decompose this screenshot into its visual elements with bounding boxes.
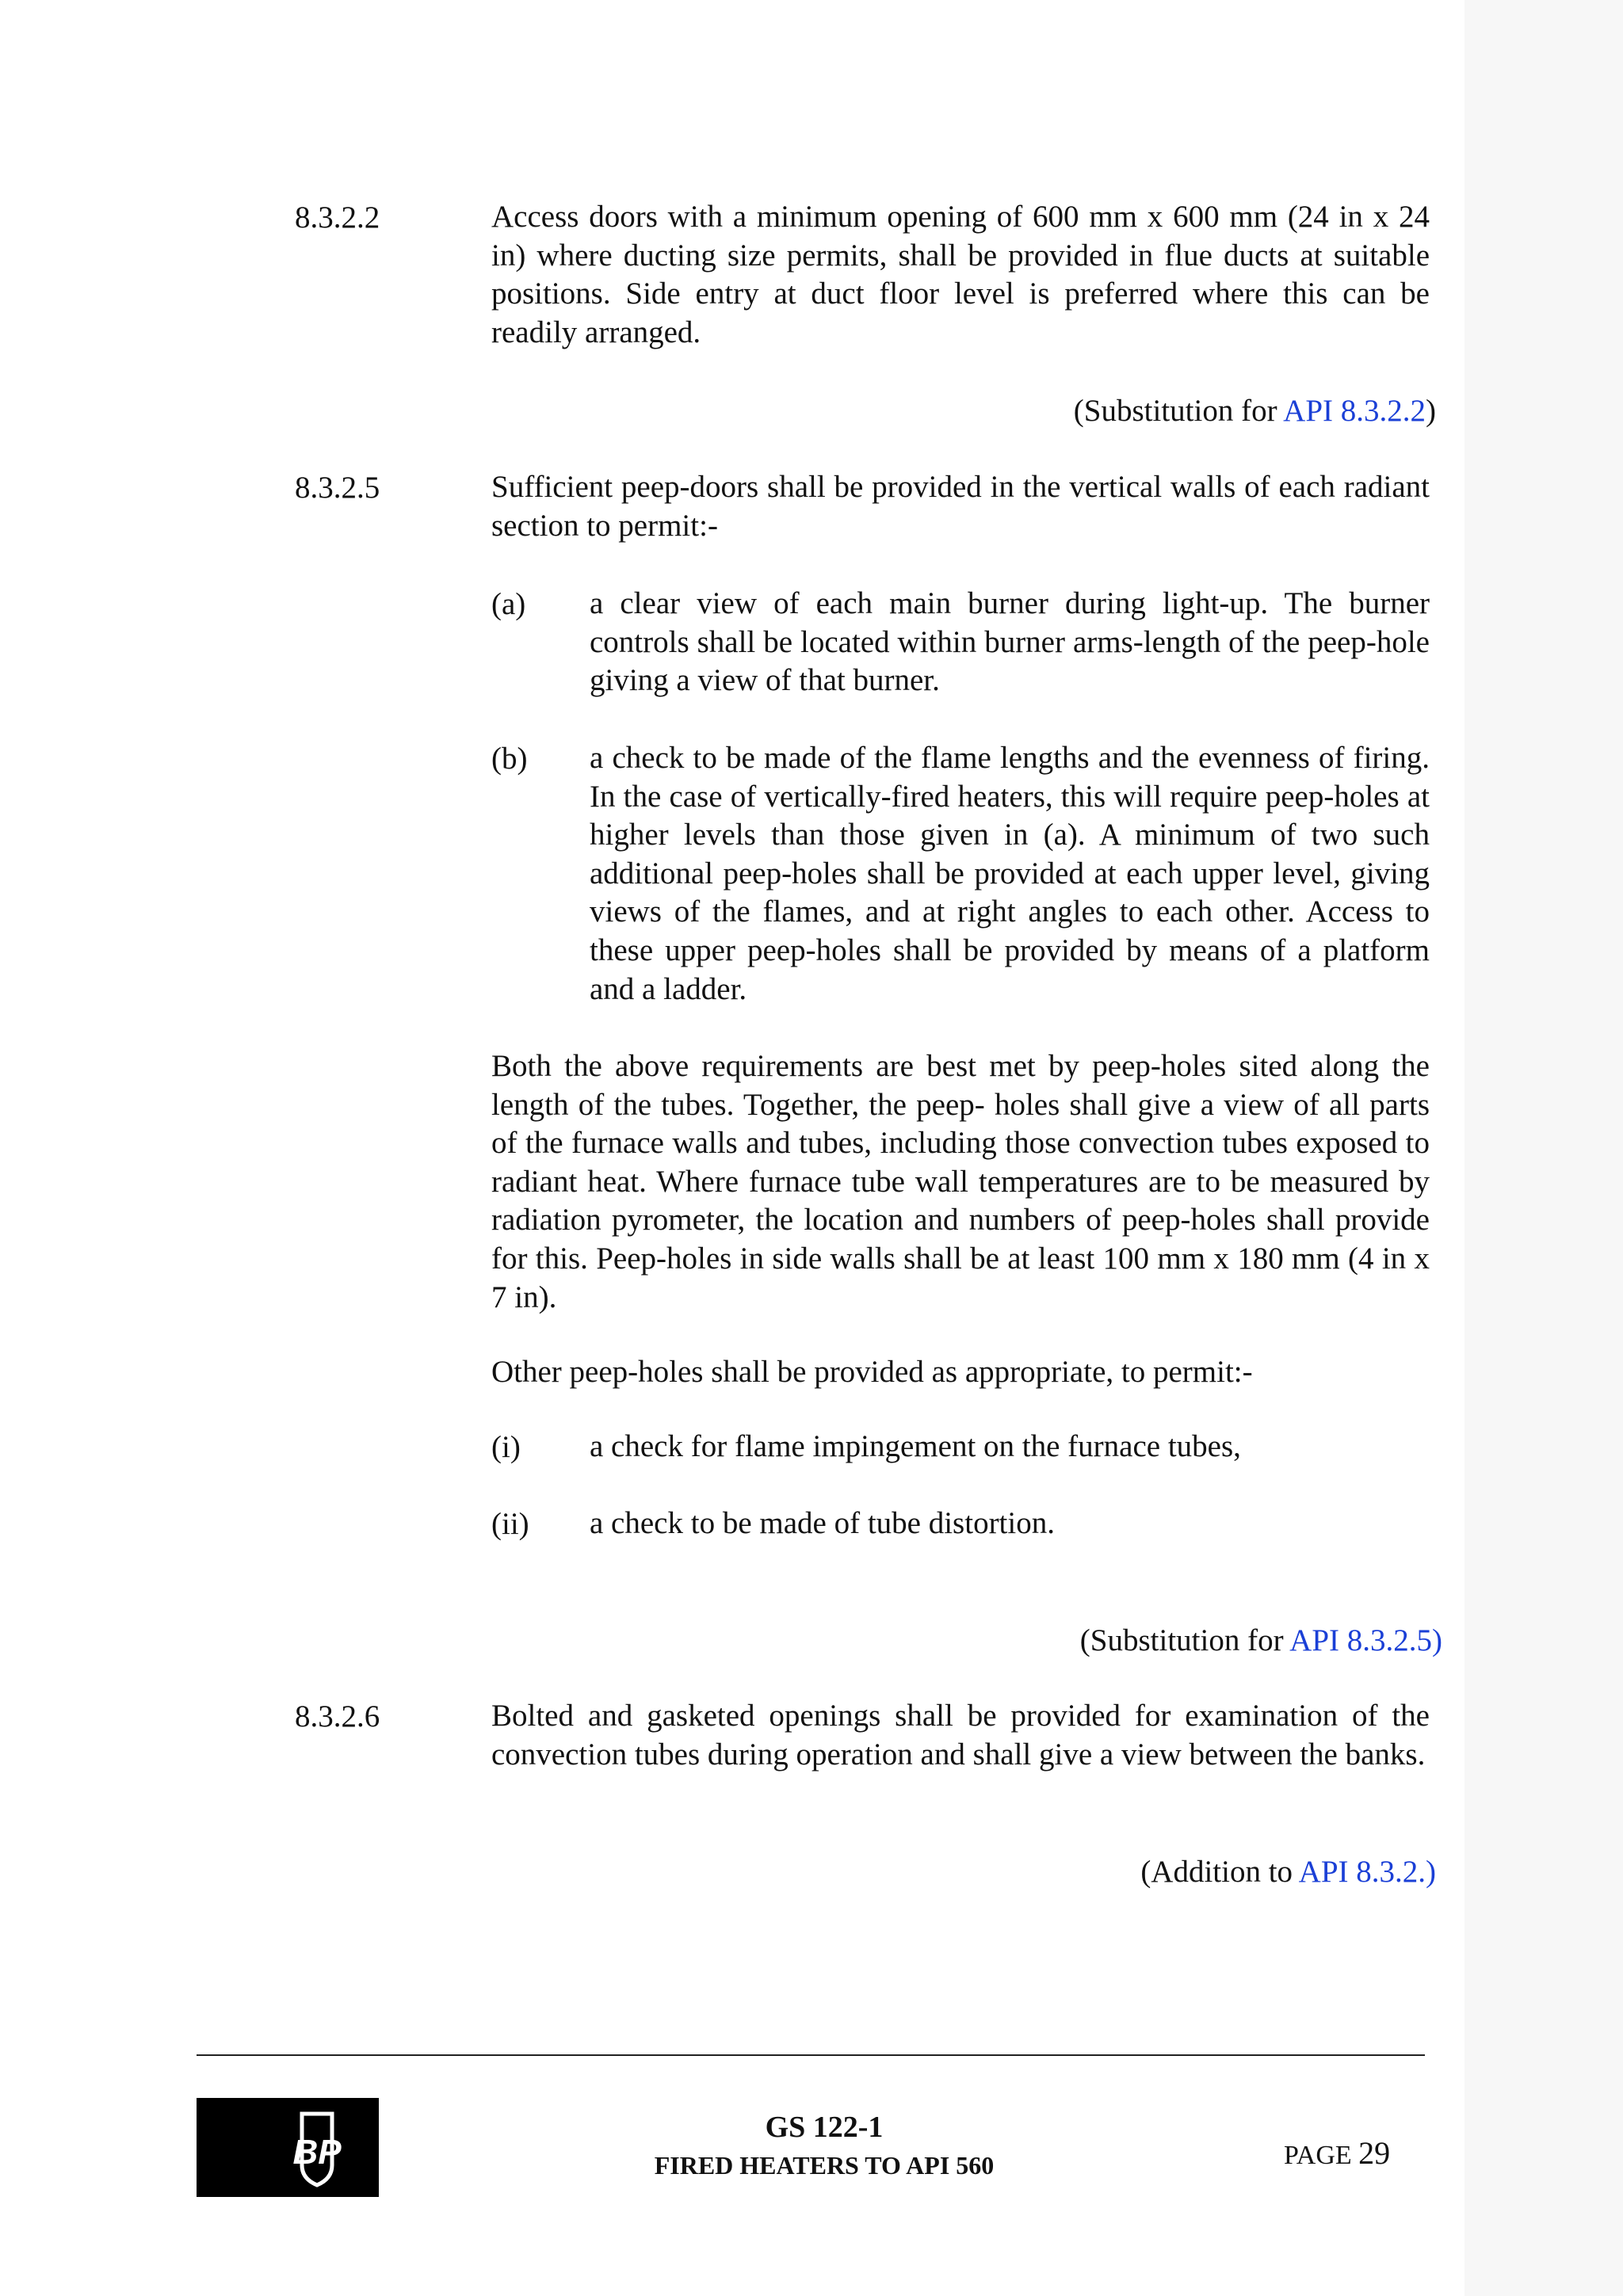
reference-link[interactable]: API 8.3.2.2 [1283,394,1426,428]
clause-text: Sufficient peep-doors shall be provided in the vertical walls of each radiant section to permit:- [491,470,1430,543]
body-paragraph: Other peep-holes shall be provided as appropriate, to permit:- [491,1355,1253,1389]
reference-note [1074,391,1436,430]
body-paragraph: Both the above requirements are best met by peep-holes sited along the length of the tubes. Together, the peep- holes shall give a view of all parts of the furnace walls and tubes, including those convection tubes exposed to radiant heat. Where furnace tube wall temperatures are to be measured by radiation pyrometer, the location and numbers of peep-holes shall provide for this. Peep-holes in side walls shall be at least 100 mm x 180 mm (4 in x 7 in). [491,1049,1430,1314]
reference-note [1080,1621,1442,1660]
clause-text: Access doors with a minimum opening of 600 mm x 600 mm (24 in x 24 in) where ducting size permits, shall be provided in flue ducts at suitable positions. Side entry at duct floor level is preferred where this can be readily arranged. [491,200,1430,349]
list-item-label: (a) [491,587,526,621]
clause-text: Bolted and gasketed openings shall be provided for examination of the convection tubes during operation and shall give a view between the banks. [491,1699,1430,1772]
bp-logo-icon [197,2098,379,2197]
clause-number: 8.3.2.2 [295,200,380,235]
list-item-text: a check to be made of tube distortion. [590,1506,1055,1540]
document-title: FIRED HEATERS TO API 560 [654,2151,995,2180]
page-label: PAGE [1284,2141,1352,2170]
bp-logo [197,2098,379,2197]
reference-link[interactable]: API 8.3.2.5) [1289,1623,1442,1657]
page-indicator [1284,2136,1390,2173]
logo-text: BP [292,2133,342,2172]
list-item-text: a check for flame impingement on the furnace tubes, [590,1429,1241,1463]
clause-number: 8.3.2.5 [295,471,380,505]
footer-divider [197,2054,1425,2056]
reference-prefix: (Substitution for [1073,394,1284,428]
list-item-text: a check to be made of the flame lengths and the evenness of firing. In the case of vertically-fired heaters, this will require peep-holes at higher levels than those given in (a). A minimum of two such additional peep-holes shall be provided at each upper level, giving views of the flames, and at right angles to each other. Access to these upper peep-holes shall be provided by means of a platform and a ladder. [590,741,1430,1006]
list-item-text: a clear view of each main burner during light-up. The burner controls shall be located within burner arms-length of the peep-hole giving a view of that burner. [590,586,1430,698]
list-item-label: (i) [491,1430,521,1464]
list-item-label: (b) [491,742,528,776]
clause-number: 8.3.2.6 [295,1699,380,1733]
page-number: 29 [1358,2135,1391,2171]
reference-prefix: (Addition to [1140,1855,1299,1889]
reference-note [1140,1852,1436,1891]
document-id: GS 122-1 [765,2111,884,2144]
page-edge-shadow [1465,0,1623,2296]
list-item-label: (ii) [491,1507,529,1541]
reference-suffix: ) [1426,394,1436,428]
reference-link[interactable]: API 8.3.2.) [1298,1855,1436,1889]
reference-prefix: (Substitution for [1079,1623,1290,1657]
